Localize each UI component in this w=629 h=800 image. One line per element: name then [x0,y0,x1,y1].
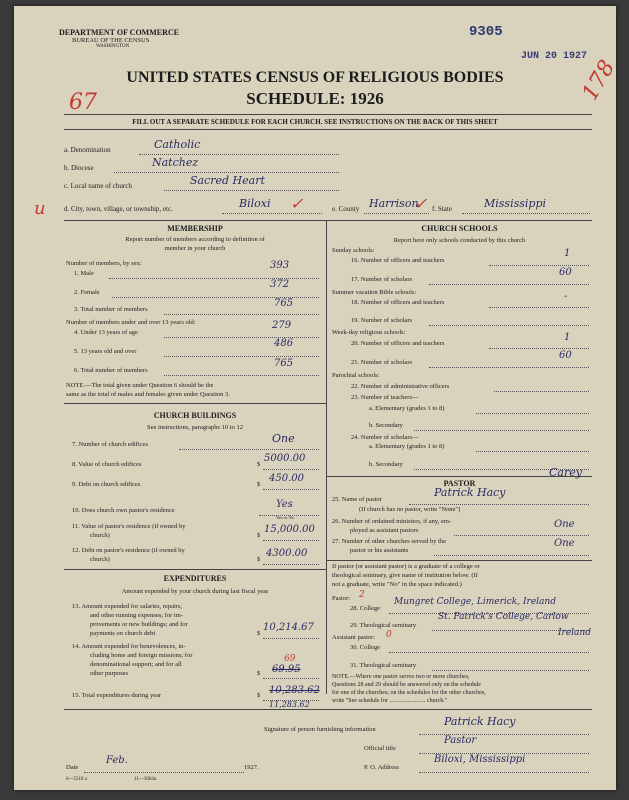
diocese-label: b. Diocese [64,164,94,172]
membership-rule [64,403,326,404]
q26-line [454,535,589,536]
church-name-label: c. Local name of church [64,182,132,190]
denomination-value: Catholic [154,138,201,151]
q17-value: 60 [559,267,572,278]
membership-intro-2: member in your church [164,245,226,252]
form-number: 6—5518 a [66,777,87,782]
schedule-number: 9305 [469,24,503,40]
q18-value: - [564,291,568,302]
schools-heading: CHURCH SCHOOLS [421,224,498,233]
q4-value: 279 [272,320,292,331]
membership-intro-1: Report number of members according to definition of [125,236,265,243]
q11-dollar: $ [257,532,261,539]
q14-dollar: $ [257,670,261,677]
county-line [364,213,429,214]
form-subtitle: SCHEDULE: 1926 [246,89,384,108]
q2-label: 2. Female [74,289,100,296]
q22-label: 22. Number of administrative officers [351,383,450,390]
q6-line [164,375,319,376]
section-rule [64,220,592,221]
date-value: Feb. [106,755,128,766]
q26-l2: ployed as assistant pastors [350,527,419,534]
assistant-sub-label: Assistant pastor: [332,634,376,641]
q12-label-2: church) [90,556,110,563]
pastor-heading: PASTOR [443,479,476,488]
grad-note-3: not a graduate, write "No" in the space indicated.) [332,581,462,588]
q18-label: 18. Number of officers and teachers [351,299,445,306]
q22-line [494,391,589,392]
date-year: 1927. [244,764,259,771]
grad-note-1: If pastor (or assistant pastor) is a graduate of a college or [332,563,480,570]
grad-note-2: theological seminary, give name of institution below. (If [332,572,478,579]
red-check-county: ✓ [414,194,428,213]
expenditures-heading: EXPENDITURES [163,574,227,583]
po-address-label: P. O. Address [364,764,400,771]
q28-label: 28. College [350,605,380,612]
q13-l2: and other running expenses; for im- [90,612,183,619]
red-check-city: ✓ [290,194,304,213]
q26-l1: 26. Number of ordained ministers, if any, em- [332,518,452,525]
q15-value: 10,283.62 [269,685,320,696]
buildings-rule [64,569,326,570]
signature-label: Signature of person furnishing information [264,726,376,733]
q7-value: One [272,432,295,445]
q25-line [409,504,589,505]
q12-label-1: 12. Debt on pastor's residence (if owned by [72,547,185,554]
q13-line [263,638,319,639]
q4-line [164,337,319,338]
q23b-label: b. Secondary [369,422,403,429]
state-value: Mississippi [484,197,546,210]
q27-line [434,555,589,556]
q23a-line [476,413,589,414]
q14-l4: other purposes [90,670,129,677]
census-schedule-page [14,6,621,790]
parochial-heading: Parochial schools: [332,372,380,379]
sex-heading: Number of members, by sex: [66,260,142,267]
pastor-mark: 2 [359,590,365,600]
received-stamp: JUN 20 1927 [521,51,588,62]
q17-line [429,284,589,285]
q27-value: One [554,538,575,549]
q21-label: 21. Number of scholars [351,359,413,366]
q11-value: 15,000.00 [264,524,315,535]
q31-label: 31. Theological seminary [350,662,417,669]
header-rule-2 [64,129,592,130]
form-instruction: FILL OUT A SEPARATE SCHEDULE FOR EACH CHURCH. SEE INSTRUCTIONS ON THE BACK OF THIS SHEET [132,118,498,126]
q29-value-2: Ireland [558,628,591,638]
q24-label: 24. Number of scholars— [351,434,419,441]
header-rule [64,114,592,115]
city-label-field: d. City, town, village, or township, etc. [64,205,173,213]
q13-value: 10,214.67 [263,622,314,633]
q23-label: 23. Number of teachers— [351,394,419,401]
q13-l1: 13. Amount expended for salaries, repairs, [72,603,183,610]
red-mark-left: 67 [69,90,97,115]
q17-label: 17. Number of scholars [351,276,413,283]
q3-line [164,314,319,315]
q12-value: 4300.00 [266,548,308,559]
state-label: f. State [432,205,452,213]
q20-value: 1 [564,332,571,343]
q1-value: 393 [270,260,290,271]
q10-value: Yes [276,499,293,510]
q3-value: 765 [274,298,294,309]
po-address-value: Biloxi, Mississippi [434,754,526,765]
q8-line [263,469,319,470]
q8-value: 5000.00 [264,453,306,464]
footer-rule [64,709,592,710]
q4-label: 4. Under 13 years of age [74,329,138,336]
q12-line [263,564,319,565]
q24b-label: b. Secondary [369,461,403,468]
q10-hint: Yes or No [276,515,295,520]
q2-value: 372 [270,279,290,290]
q5-line [164,356,319,357]
q9-value: 450.00 [269,473,304,484]
q15-label: 15. Total expenditures during year [72,692,162,699]
q24a-line [476,451,589,452]
q11-line [263,540,319,541]
summer-heading: Summer vacation Bible schools: [332,289,417,296]
column-divider [326,220,327,694]
q16-label: 16. Number of officers and teachers [351,257,445,264]
q6-label: 6. Total number of members [74,367,148,374]
q30-line [389,652,589,653]
q7-label: 7. Number of church edifices [72,441,148,448]
q7-line [179,449,319,450]
po-address-line [419,772,589,773]
q14-l2: cluding home and foreign missions; for [90,652,193,659]
date-line [84,772,244,773]
q24a-label: a. Elementary (grades 1 to 8) [369,443,445,450]
pastor-sub-label: Pastor: [332,595,351,602]
form-title: UNITED STATES CENSUS OF RELIGIOUS BODIES [126,69,504,86]
sunday-heading: Sunday schools: [332,247,375,254]
print-number: 11—3064a [134,777,157,782]
age-heading: Number of members under and over 13 years old: [66,319,196,326]
pastor-correction: Carey [549,466,582,479]
q21-value: 60 [559,350,572,361]
pastor-rule [327,560,592,561]
q8-label: 8. Value of church edifices [72,461,142,468]
q15-dollar: $ [257,692,261,699]
city-line [222,213,322,214]
church-name-line [164,190,339,191]
date-label: Date [66,764,79,771]
q6-value: 765 [274,358,294,369]
city-label: WASHINGTON [96,44,130,49]
official-title-value: Pastor [444,735,477,746]
q12-dollar: $ [257,556,261,563]
q15-value-corrected: 11,283.62 [269,700,310,709]
schools-intro: Report here only schools conducted by this church [393,237,526,244]
denomination-line [139,154,339,155]
q10-label: 10. Does church own pastor's residence [72,507,175,514]
q11-label-2: church) [90,532,110,539]
q19-label: 19. Number of scholars [351,317,413,324]
q28-value: Mungret College, Limerick, Ireland [394,597,556,607]
q25-value: Patrick Hacy [434,486,506,499]
city-value: Biloxi [239,197,271,210]
denomination-label: a. Denomination [64,146,111,154]
q5-value: 486 [274,338,294,349]
q23b-line [414,430,589,431]
q30-label: 30. College [350,644,380,651]
q8-dollar: $ [257,461,261,468]
weekday-heading: Week-day religious schools: [332,329,406,336]
membership-note-1: NOTE.—The total given under Question 6 should be the [66,382,214,389]
q18-line [489,307,589,308]
q16-value: 1 [564,248,571,259]
q1-label: 1. Male [74,270,94,277]
q20-label: 20. Number of officers and teachers [351,340,445,347]
county-label: e. County [332,205,360,213]
q9-line [263,489,319,490]
church-name-value: Sacred Heart [190,174,265,187]
pastor-note-3: for one of the churches; on the schedules for the other churches, [332,690,486,696]
q25-label: 25. Name of pastor [332,496,382,503]
q31-line [432,670,589,671]
q21-line [429,367,589,368]
dept-label: DEPARTMENT OF COMMERCE [59,28,180,37]
q13-l4: payments on church debt [90,630,156,637]
county-value: Harrison [369,197,419,210]
q16-line [489,265,589,266]
q9-dollar: $ [257,481,261,488]
q29-label: 29. Theological seminary [350,622,417,629]
assistant-mark: 0 [386,630,392,640]
q13-dollar: $ [257,630,261,637]
q13-l3: provements or new buildings; and for [90,621,188,628]
q19-line [429,325,589,326]
red-mark-right: 178 [577,56,621,105]
expenditures-sub: Amount expended by your church during last fiscal year [121,588,269,595]
official-title-label: Official title [364,745,396,752]
q14-extra: 69 [284,654,296,664]
pastor-note-4: write "See schedule for ........................ church." [332,698,448,704]
q14-line [263,678,319,679]
q20-line [489,348,589,349]
state-line [462,213,590,214]
signature-value: Patrick Hacy [444,715,516,728]
pastor-note-2: Questions 28 and 29 should be answered only on the schedule [332,682,481,688]
q14-l1: 14. Amount expended for benevolences, in- [72,643,186,650]
q27-l2: pastor or his assistants [350,547,409,554]
q29-value: St. Patrick's College, Carlow [438,612,569,622]
pastor-note-1: NOTE.—Where one pastor serves two or more churches, [332,674,470,680]
diocese-line [114,172,339,173]
q26-value: One [554,519,575,530]
diocese-value: Natchez [152,156,199,169]
q11-label-1: 11. Value of pastor's residence (if owned by [72,523,186,530]
membership-heading: MEMBERSHIP [167,224,223,233]
q14-l3: denominational support; and for all [90,661,182,668]
q3-label: 3. Total number of members [74,306,148,313]
membership-note-2: same as the total of males and females given under Question 3. [66,391,230,398]
q14-value: 69.95 [272,664,301,675]
red-mark-u: u [34,198,46,219]
buildings-sub: See instructions, paragraphs 10 to 12 [146,424,244,431]
buildings-heading: CHURCH BUILDINGS [153,411,237,420]
q9-label: 9. Debt on church edifices [72,481,141,488]
q23a-label: a. Elementary (grades 1 to 8) [369,405,445,412]
q5-label: 5. 13 years old and over [74,348,137,355]
q27-l1: 27. Number of other churches served by the [332,538,447,545]
bureau-label: BUREAU OF THE CENSUS [72,37,150,44]
q25-sub: (If church has no pastor, write "None") [359,506,461,513]
